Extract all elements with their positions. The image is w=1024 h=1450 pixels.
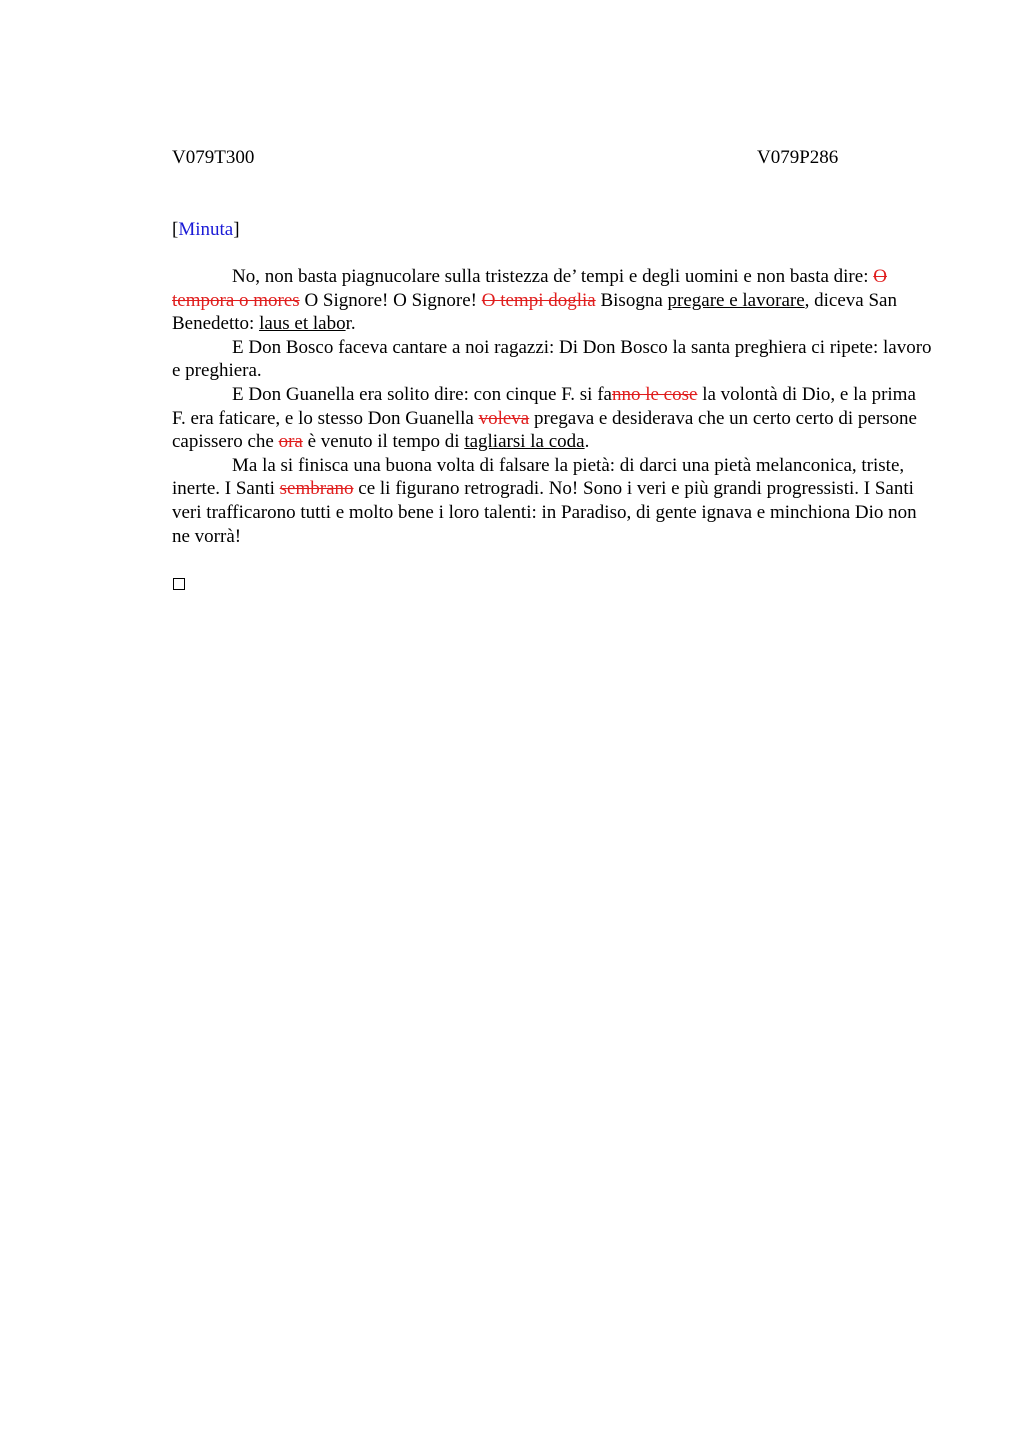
paragraph-4 [172,454,932,548]
deleted-text: ora [278,431,303,453]
text-run: , diceva San Benedetto: [172,289,897,335]
deleted-text: voleva [478,407,530,429]
text-run: E Don Guanella era solito dire: con cinque F. si fa [232,383,612,405]
deleted-text: O tempora o mores [172,266,887,311]
text-run: . [584,431,590,453]
paragraph-2 [172,336,932,383]
text-run: pregava e desiderava che un certo certo di persone capissero che [172,407,917,453]
paragraph-3 [172,383,932,454]
text-run: la volontà di Dio, e la prima F. era faticare, e lo stesso Don Guanella [172,383,916,429]
minuta-link[interactable]: Minuta [178,219,234,240]
deleted-text: O tempi doglia [481,289,596,311]
text-run: Ma la si finisca una buona volta di falsare la pietà: di darci una pietà melanconica, triste, inerte. I Santi [172,454,905,500]
document-body [172,265,932,548]
underlined-text: tagliarsi la coda [464,431,585,453]
text-run: ce li figurano retrogradi. No! Sono i veri e più grandi progressisti. I Santi veri trafficarono tutti e molto bene i loro talenti: in Paradiso, di gente ignava e minchiona Dio non ne vorrà! [172,478,917,547]
text-run: r. [345,313,356,335]
text-run: O Signore! O Signore! [299,289,482,311]
open-bracket: [ [172,219,179,240]
document-code-left: V079T300 [172,147,255,168]
underlined-text: laus et labo [259,313,346,335]
section-label [172,218,240,242]
deleted-text: nno le cose [611,383,698,405]
text-run: No, non basta piagnucolare sulla tristezza de’ tempi e degli uomini e non basta dire: [232,266,874,287]
text-run: Bisogna [595,289,668,311]
text-run: E Don Bosco faceva cantare a noi ragazzi: Di Don Bosco la santa preghiera ci ripete: lavoro e preghiera. [172,336,932,382]
deleted-text: sembrano [279,478,354,500]
text-run: è venuto il tempo di [302,431,465,453]
close-bracket: ] [233,219,240,240]
paragraph-1 [172,265,932,336]
end-checkbox-icon [173,578,185,590]
underlined-text: pregare e lavorare [667,289,805,311]
document-code-right: V079P286 [757,147,839,168]
